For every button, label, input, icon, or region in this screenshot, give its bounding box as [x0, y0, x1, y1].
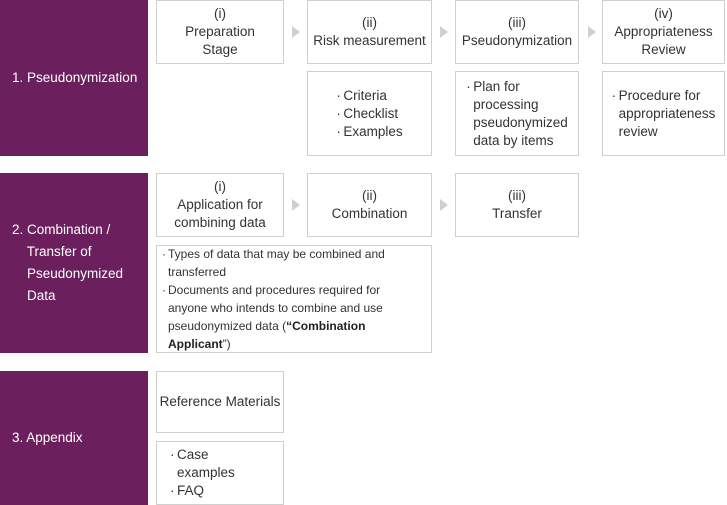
step-1-4: [602, 0, 725, 64]
section-2-header: [0, 173, 148, 353]
section-2-label: 2. Combination / Transfer of Pseudonymized Data: [12, 222, 124, 303]
section-3-header: [0, 371, 148, 505]
step-number: (ii): [361, 188, 377, 203]
detail-combination: [156, 245, 432, 353]
step-title: Pseudonymization: [461, 33, 573, 48]
step-1-1: [156, 0, 284, 64]
step-1-2: [307, 0, 432, 64]
detail-item: · Examples: [336, 123, 402, 141]
detail-item: · Criteria: [336, 87, 402, 105]
arrow-icon: [440, 26, 448, 38]
step-title: Application for combining data: [174, 197, 266, 230]
detail-risk-measurement: [307, 71, 432, 156]
detail-appropriateness-review: [602, 71, 725, 156]
combination-applicant-term: “Combination Applicant: [168, 319, 366, 351]
detail-item: · Case examples: [170, 446, 270, 482]
detail-item: · Documents and procedures required for anyone who intends to combine and use pseudonymized data (“Combination Applicant”): [162, 281, 420, 353]
arrow-icon: [440, 199, 448, 211]
detail-item: · FAQ: [170, 482, 270, 500]
detail-appendix: [156, 441, 284, 505]
step-number: (iv): [654, 6, 673, 21]
arrow-icon: [588, 26, 596, 38]
reference-materials-title: Reference Materials: [159, 394, 281, 409]
detail-item: · Types of data that may be combined and transferred: [162, 245, 420, 281]
step-2-2: [307, 173, 432, 237]
step-title: Transfer: [492, 206, 542, 221]
step-2-3: [455, 173, 579, 237]
detail-item: · Procedure for appropriateness review: [612, 87, 716, 141]
step-number: (i): [213, 6, 226, 21]
section-1-header: [0, 0, 148, 156]
arrow-icon: [292, 199, 300, 211]
step-title: Preparation Stage: [185, 24, 255, 57]
step-number: (ii): [361, 15, 377, 30]
step-2-1: [156, 173, 284, 237]
detail-item: · Checklist: [336, 105, 402, 123]
section-3-label: 3. Appendix: [12, 430, 83, 445]
step-1-3: [455, 0, 579, 64]
section-1-label: 1. Pseudonymization: [12, 70, 138, 85]
step-number: (iii): [507, 188, 526, 203]
step-title: Risk measurement: [313, 33, 426, 48]
step-title: Appropriateness Review: [614, 24, 713, 57]
step-title: Combination: [331, 206, 408, 221]
detail-pseudonymization: [455, 71, 579, 156]
step-number: (i): [214, 179, 226, 194]
reference-materials-box: [156, 371, 284, 433]
step-number: (iii): [507, 15, 526, 30]
detail-item: · Plan for processing pseudonymized data by items: [466, 78, 568, 150]
arrow-icon: [292, 26, 300, 38]
